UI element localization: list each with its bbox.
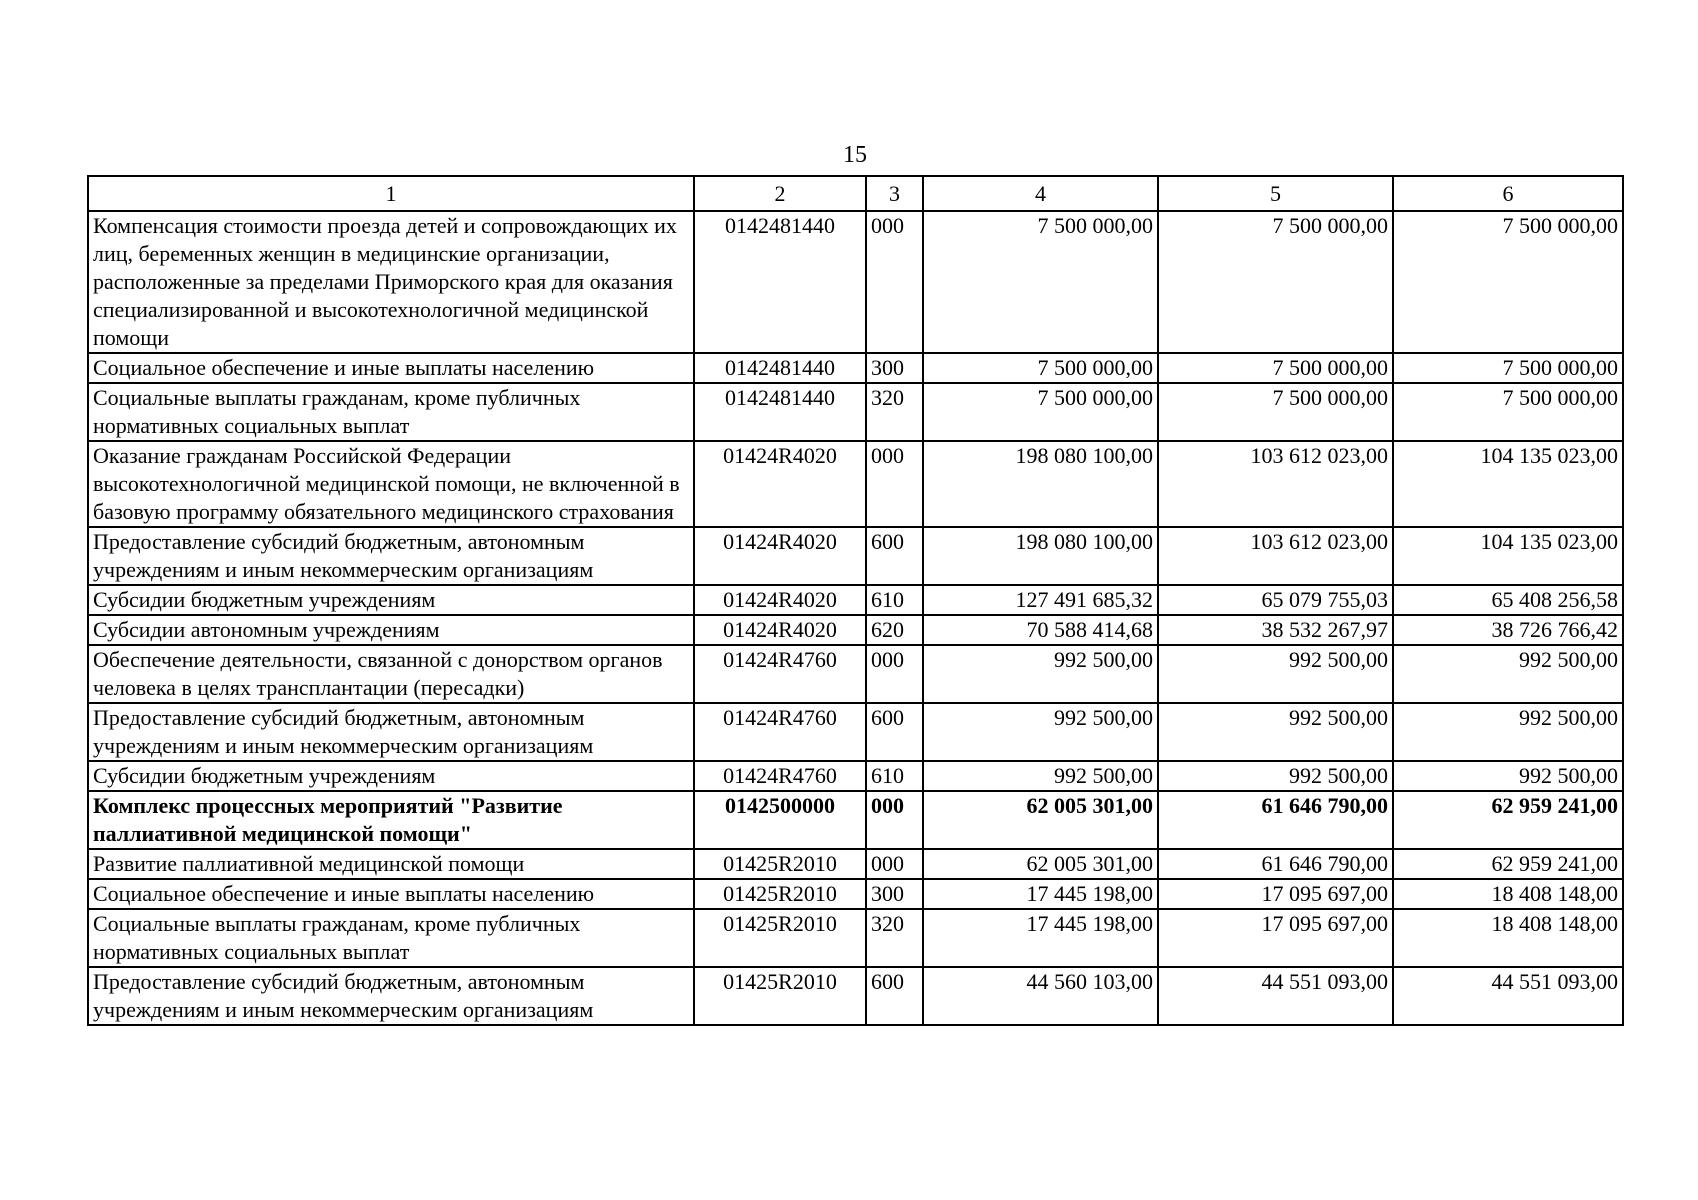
row-value-col6-cell: 38 726 766,42 [1393,615,1623,645]
row-value-col5-cell: 61 646 790,00 [1158,791,1393,849]
row-code-cell: 01425R2010 [694,849,866,879]
row-type-cell: 000 [866,849,923,879]
table-row [88,879,1623,909]
row-value-col4-cell: 127 491 685,32 [923,585,1158,615]
table-header [88,176,1623,211]
row-code-cell: 01424R4760 [694,761,866,791]
page-number: 15 [843,142,867,168]
row-type-cell: 000 [866,645,923,703]
table-row [88,441,1623,527]
row-value-col5-cell: 103 612 023,00 [1158,527,1393,585]
row-type-cell: 320 [866,909,923,967]
table-body [88,211,1623,1025]
row-value-col5-cell: 44 551 093,00 [1158,967,1393,1025]
row-type-cell: 600 [866,527,923,585]
header-row [88,176,1623,211]
row-type-cell: 620 [866,615,923,645]
row-code-cell: 0142481440 [694,383,866,441]
table-row [88,703,1623,761]
table-row [88,615,1623,645]
row-type-cell: 000 [866,791,923,849]
table-row [88,791,1623,849]
row-value-col6-cell: 992 500,00 [1393,703,1623,761]
row-value-col5-cell: 7 500 000,00 [1158,383,1393,441]
row-value-col6-cell: 65 408 256,58 [1393,585,1623,615]
table-row [88,849,1623,879]
row-name-cell: Социальные выплаты гражданам, кроме публичных нормативных социальных выплат [88,383,694,441]
row-code-cell: 01424R4020 [694,585,866,615]
row-value-col4-cell: 7 500 000,00 [923,353,1158,383]
row-code-cell: 01425R2010 [694,879,866,909]
row-value-col4-cell: 62 005 301,00 [923,791,1158,849]
row-value-col5-cell: 7 500 000,00 [1158,211,1393,353]
row-value-col6-cell: 992 500,00 [1393,645,1623,703]
row-value-col4-cell: 198 080 100,00 [923,527,1158,585]
row-type-cell: 610 [866,761,923,791]
header-col-6: 6 [1393,176,1623,211]
table-row [88,353,1623,383]
row-value-col5-cell: 65 079 755,03 [1158,585,1393,615]
row-name-cell: Социальные выплаты гражданам, кроме публичных нормативных социальных выплат [88,909,694,967]
row-type-cell: 320 [866,383,923,441]
row-value-col6-cell: 104 135 023,00 [1393,527,1623,585]
header-col-3: 3 [866,176,923,211]
row-value-col6-cell: 62 959 241,00 [1393,849,1623,879]
row-name-cell: Предоставление субсидий бюджетным, автономным учреждениям и иным некоммерческим организациям [88,703,694,761]
row-code-cell: 01425R2010 [694,967,866,1025]
table-row [88,585,1623,615]
row-type-cell: 300 [866,879,923,909]
row-value-col4-cell: 17 445 198,00 [923,879,1158,909]
row-name-cell: Социальное обеспечение и иные выплаты населению [88,879,694,909]
table-row [88,383,1623,441]
row-code-cell: 0142481440 [694,353,866,383]
row-value-col5-cell: 17 095 697,00 [1158,909,1393,967]
row-name-cell: Предоставление субсидий бюджетным, автономным учреждениям и иным некоммерческим организациям [88,527,694,585]
row-value-col5-cell: 17 095 697,00 [1158,879,1393,909]
row-value-col5-cell: 992 500,00 [1158,645,1393,703]
row-type-cell: 000 [866,211,923,353]
row-value-col4-cell: 7 500 000,00 [923,383,1158,441]
row-code-cell: 01424R4020 [694,441,866,527]
row-name-cell: Компенсация стоимости проезда детей и сопровождающих их лиц, беременных женщин в медицинские организации, расположенные за пределами Приморского края для оказания специализированной и высокотехнологичной медицинской помощи [88,211,694,353]
header-col-2: 2 [694,176,866,211]
row-type-cell: 600 [866,703,923,761]
header-col-5: 5 [1158,176,1393,211]
row-value-col6-cell: 62 959 241,00 [1393,791,1623,849]
row-value-col4-cell: 992 500,00 [923,703,1158,761]
row-value-col5-cell: 7 500 000,00 [1158,353,1393,383]
row-name-cell: Оказание гражданам Российской Федерации высокотехнологичной медицинской помощи, не включенной в базовую программу обязательного медицинского страхования [88,441,694,527]
row-value-col4-cell: 44 560 103,00 [923,967,1158,1025]
row-value-col5-cell: 992 500,00 [1158,761,1393,791]
row-value-col4-cell: 70 588 414,68 [923,615,1158,645]
row-value-col5-cell: 103 612 023,00 [1158,441,1393,527]
row-name-cell: Социальное обеспечение и иные выплаты населению [88,353,694,383]
row-value-col4-cell: 992 500,00 [923,645,1158,703]
header-col-4: 4 [923,176,1158,211]
table-row [88,761,1623,791]
row-value-col4-cell: 7 500 000,00 [923,211,1158,353]
row-value-col6-cell: 18 408 148,00 [1393,879,1623,909]
row-type-cell: 600 [866,967,923,1025]
row-name-cell: Субсидии бюджетным учреждениям [88,585,694,615]
row-value-col6-cell: 104 135 023,00 [1393,441,1623,527]
row-name-cell: Субсидии автономным учреждениям [88,615,694,645]
row-code-cell: 0142481440 [694,211,866,353]
row-type-cell: 610 [866,585,923,615]
row-value-col6-cell: 992 500,00 [1393,761,1623,791]
budget-table [87,175,1624,1026]
row-code-cell: 0142500000 [694,791,866,849]
row-value-col6-cell: 44 551 093,00 [1393,967,1623,1025]
row-name-cell: Субсидии бюджетным учреждениям [88,761,694,791]
row-value-col5-cell: 61 646 790,00 [1158,849,1393,879]
row-type-cell: 300 [866,353,923,383]
row-name-cell: Развитие паллиативной медицинской помощи [88,849,694,879]
table-row [88,909,1623,967]
header-col-1: 1 [88,176,694,211]
row-value-col5-cell: 992 500,00 [1158,703,1393,761]
row-value-col6-cell: 7 500 000,00 [1393,383,1623,441]
table-row [88,527,1623,585]
row-code-cell: 01424R4760 [694,703,866,761]
table-row [88,645,1623,703]
row-name-cell: Предоставление субсидий бюджетным, автономным учреждениям и иным некоммерческим организациям [88,967,694,1025]
row-value-col6-cell: 7 500 000,00 [1393,353,1623,383]
row-value-col4-cell: 992 500,00 [923,761,1158,791]
row-code-cell: 01425R2010 [694,909,866,967]
row-value-col4-cell: 198 080 100,00 [923,441,1158,527]
row-value-col5-cell: 38 532 267,97 [1158,615,1393,645]
row-code-cell: 01424R4020 [694,527,866,585]
table-row [88,967,1623,1025]
row-type-cell: 000 [866,441,923,527]
row-value-col6-cell: 7 500 000,00 [1393,211,1623,353]
row-code-cell: 01424R4020 [694,615,866,645]
row-name-cell: Комплекс процессных мероприятий "Развитие паллиативной медицинской помощи" [88,791,694,849]
table-row [88,211,1623,353]
row-value-col4-cell: 62 005 301,00 [923,849,1158,879]
row-code-cell: 01424R4760 [694,645,866,703]
row-value-col6-cell: 18 408 148,00 [1393,909,1623,967]
row-name-cell: Обеспечение деятельности, связанной с донорством органов человека в целях трансплантации (пересадки) [88,645,694,703]
row-value-col4-cell: 17 445 198,00 [923,909,1158,967]
